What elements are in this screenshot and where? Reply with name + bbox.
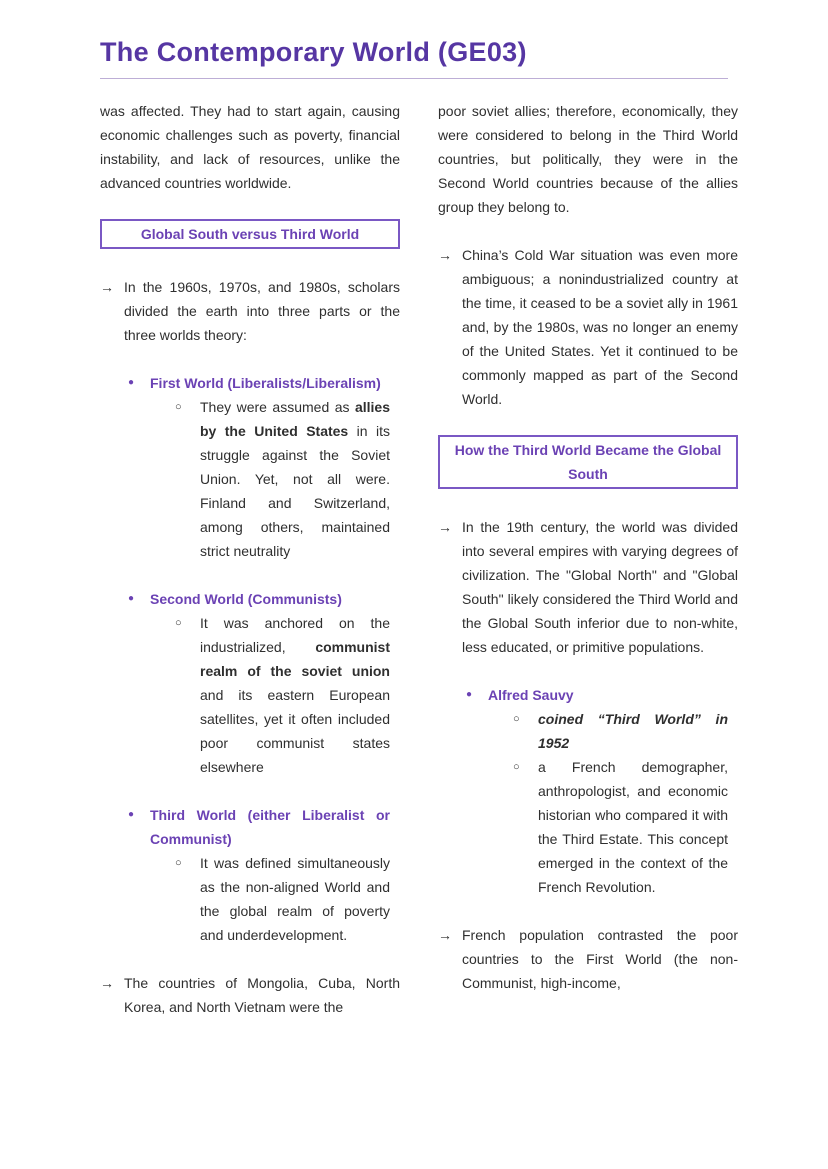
circle-bullet-icon: ○ — [175, 401, 182, 413]
text-segment-bold: communist realm of the soviet union — [200, 639, 390, 679]
sub-item-text: a French demographer, anthropologist, and economic historian who compared it with the Third Estate. This concept emerged in the context of the French Revolution. — [538, 759, 728, 895]
arrow-icon: → — [438, 927, 452, 943]
left-column — [100, 99, 400, 1043]
bullet-item — [128, 371, 390, 563]
sub-item-text — [200, 611, 390, 779]
section-heading: Global South versus Third World — [140, 226, 360, 242]
sub-list-item — [175, 395, 390, 563]
arrow-list-item — [100, 275, 400, 347]
arrow-icon: → — [438, 247, 452, 263]
arrow-item-text: China’s Cold War situation was even more ambiguous; a nonindustrialized country at the time, it ceased to be a soviet ally in 1961 and, by the 1980s, was no longer an enemy of the United States. Yet it continued to be commonly mapped as part of the Second World. — [462, 247, 738, 407]
sub-item-text: coined “Third World” in 1952 — [538, 711, 728, 751]
circle-bullet-icon: ○ — [513, 761, 520, 773]
arrow-list-item — [438, 243, 738, 411]
bullet-group-alfred-sauvy — [466, 683, 728, 899]
sub-item-text: It was defined simultaneously as the non-aligned World and the global realm of poverty and underdevelopment. — [200, 855, 390, 943]
bullet-icon: ● — [466, 689, 473, 700]
arrow-list-item — [100, 971, 400, 1019]
bullet-icon: ● — [128, 809, 135, 820]
circle-bullet-icon: ○ — [175, 857, 182, 869]
bullet-group-third-world — [128, 803, 390, 947]
text-segment: They were assumed as — [200, 399, 355, 415]
title-divider — [100, 78, 728, 79]
sub-item-text — [200, 395, 390, 563]
bullet-item — [128, 803, 390, 947]
bullet-heading: Alfred Sauvy — [488, 687, 574, 703]
page-title: The Contemporary World (GE03) — [100, 37, 527, 67]
arrow-list-item — [438, 515, 738, 659]
arrow-icon: → — [438, 519, 452, 535]
bullet-heading: Third World (either Liberalist or Communist) — [150, 807, 390, 847]
section-heading-box — [438, 435, 738, 489]
bullet-heading: Second World (Communists) — [150, 591, 342, 607]
section-heading: How the Third World Became the Global South — [454, 442, 722, 482]
bullet-group-second-world — [128, 587, 390, 779]
text-segment: and its eastern European satellites, yet it often included poor communist states elsewhere — [200, 687, 390, 775]
arrow-icon: → — [100, 975, 114, 991]
bullet-item — [128, 587, 390, 779]
sub-list-item — [513, 755, 728, 899]
bullet-content — [488, 683, 728, 899]
text-segment: It was anchored on the industrialized, — [200, 615, 390, 655]
bullet-content — [150, 803, 390, 947]
arrow-icon: → — [100, 279, 114, 295]
circle-bullet-icon: ○ — [175, 617, 182, 629]
sub-list-item — [513, 707, 728, 755]
text-segment-bold: allies by the United States — [200, 399, 390, 439]
paragraph: was affected. They had to start again, causing economic challenges such as poverty, financial instability, and lack of resources, unlike the advanced countries worldwide. — [100, 103, 400, 191]
section-heading-box — [100, 219, 400, 249]
sub-list-item — [175, 851, 390, 947]
sub-list-item — [175, 611, 390, 779]
bullet-icon: ● — [128, 593, 135, 604]
right-column — [438, 99, 738, 1043]
arrow-item-text: In the 19th century, the world was divided into several empires with varying degrees of civilization. The "Global North" and "Global South" likely considered the Third World and the Global South inferior due to non-white, less educated, or primitive populations. — [462, 519, 738, 655]
bullet-heading: First World (Liberalists/Liberalism) — [150, 375, 381, 391]
circle-bullet-icon: ○ — [513, 713, 520, 725]
text-segment: in its struggle against the Soviet Union. Yet, not all were. Finland and Switzerland, among others, maintained strict neutrality — [200, 423, 390, 559]
two-column-layout — [100, 99, 738, 1043]
bullet-group-first-world — [128, 371, 390, 563]
arrow-list-item — [438, 923, 738, 995]
paragraph: poor soviet allies; therefore, economically, they were considered to belong in the Third World countries, but politically, they were in the Second World countries because of the allies group they belong to. — [438, 103, 738, 215]
bullet-content — [150, 371, 390, 563]
bullet-item — [466, 683, 728, 899]
arrow-item-text: In the 1960s, 1970s, and 1980s, scholars divided the earth into three parts or the three worlds theory: — [124, 279, 400, 343]
bullet-icon: ● — [128, 377, 135, 388]
bullet-content — [150, 587, 390, 779]
arrow-item-text: French population contrasted the poor countries to the First World (the non-Communist, high-income, — [462, 927, 738, 991]
arrow-item-text: The countries of Mongolia, Cuba, North Korea, and North Vietnam were the — [124, 975, 400, 1015]
